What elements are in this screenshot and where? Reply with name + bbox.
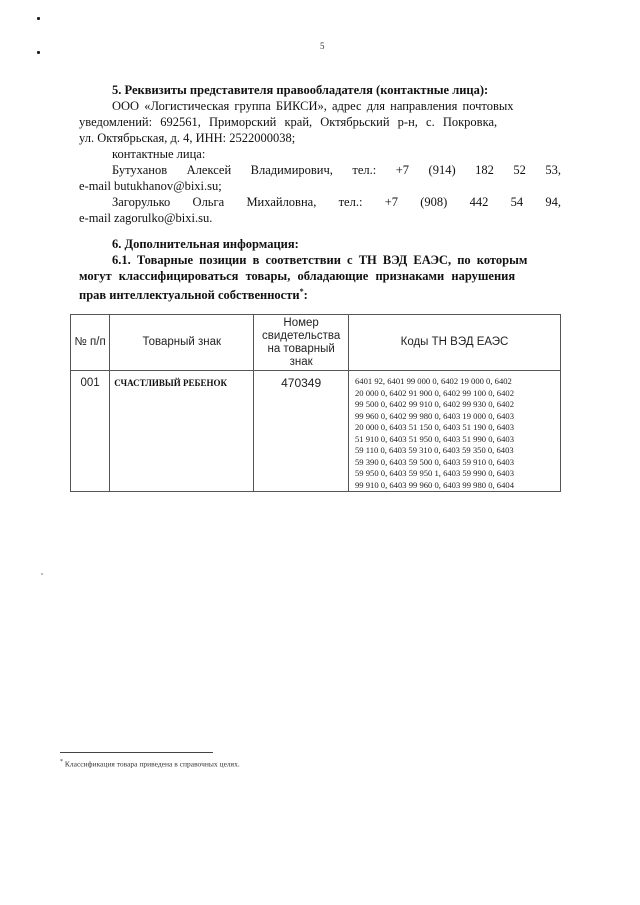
contact-1-area-code: (914) [428,163,456,177]
col-header-codes: Коды ТН ВЭД ЕАЭС [349,315,561,371]
contact-1-num-3: 53, [545,163,561,177]
codes-line: 6401 92, 6401 99 000 0, 6402 19 000 0, 6402 [355,376,512,386]
col-header-trademark: Товарный знак [110,315,254,371]
contact-2-surname: Загорулько [112,195,171,209]
codes-line: 59 950 0, 6403 59 950 1, 6403 59 990 0, 6403 [355,468,514,478]
contact-2-num-2: 54 [510,195,524,209]
col-header-num: № п/п [71,315,110,371]
contact-1-num-2: 52 [513,163,526,177]
codes-line: 20 000 0, 6402 91 900 0, 6402 99 100 0, 6402 [355,387,514,398]
contact-2-name: Ольга [192,195,225,209]
contact-2-tel-label: тел.: [338,195,363,209]
contact-1-num-1: 182 [475,163,494,177]
codes-line: 59 110 0, 6403 59 310 0, 6403 59 350 0, 6403 [355,445,514,455]
codes-line: 59 390 0, 6403 59 500 0, 6403 59 910 0, 6403 [355,456,514,467]
contact-1-surname: Бутуханов [112,163,168,177]
footnote-text: Классификация товара приведена в справочных целях. [63,759,240,769]
section-6-1-line-1: 6.1. Товарные позиции в соответствии с ТН ВЭД ЕАЭС, по которым [112,253,528,267]
contact-2-patronymic: Михайловна, [246,195,317,209]
col-header-certificate: Номер свидетельства на товарный знак [254,315,349,371]
codes-line: 99 910 0, 6403 99 960 0, 6403 99 980 0, 6404 [355,479,514,490]
footnote-marker: * [299,287,304,296]
cell-trademark [110,371,254,492]
contact-1-country-code: +7 [395,163,410,177]
contact-2-num-1: 442 [469,195,489,209]
page-number: 5 [320,41,325,51]
footnote-star: * [60,759,63,765]
contact-1-tel-label: тел.: [352,163,377,177]
cell-certificate [254,371,349,492]
table-row [71,371,561,492]
contact-1-email: e-mail butukhanov@bixi.su; [79,179,222,193]
scan-mark [37,17,40,20]
section-5-heading: 5. Реквизиты представителя правообладателя (контактные лица): [112,83,489,97]
section-6-1-line-2: могут классифицироваться товары, обладающие признаками нарушения [79,269,516,283]
codes-line: 99 960 0, 6402 99 980 0, 6403 19 000 0, 6403 [355,410,514,421]
contact-2-country-code: +7 [384,195,398,209]
footnote [60,759,240,769]
contact-1-name: Алексей [186,163,232,177]
row-num: 001 [80,377,100,389]
row-trademark: СЧАСТЛИВЫЙ РЕБЕНОК [114,378,227,388]
contact-2-line [112,194,561,210]
contact-1-patronymic: Владимирович, [250,163,333,177]
section-6-1-line-3 [79,284,308,303]
footnote-rule [60,752,213,753]
section-6-1-colon: : [303,288,308,303]
org-line-1 [112,98,561,114]
cell-num [71,371,110,492]
scan-mark [37,51,40,54]
cell-codes [349,371,561,492]
contact-2-num-3: 94, [545,195,561,209]
codes-line: 51 910 0, 6403 51 950 0, 6403 51 990 0, 6403 [355,433,514,444]
org-line-1-text: ООО «Логистическая группа БИКСИ», адрес для направления почтовых [112,99,514,113]
contact-2-area-code: (908) [420,195,448,209]
section-6-1-line-3-text: прав интеллектуальной собственности [79,288,300,303]
contact-2-email: e-mail zagorulko@bixi.su. [79,211,213,225]
codes-line: 99 500 0, 6402 99 910 0, 6402 99 930 0, 6402 [355,399,514,409]
row-certificate: 470349 [281,376,322,390]
scan-speck [41,573,43,575]
org-line-2: уведомлений: 692561, Приморский край, Октябрьский р-н, с. Покровка, [79,115,498,129]
tnved-codes-table [70,314,561,492]
codes-line: 20 000 0, 6403 51 150 0, 6403 51 190 0, 6403 [355,422,514,432]
org-line-3: ул. Октябрьская, д. 4, ИНН: 2522000038; [79,131,296,145]
contacts-label: контактные лица: [112,147,206,161]
contact-1-line [112,162,561,178]
codes-list [349,371,560,491]
section-6-heading: 6. Дополнительная информация: [112,237,299,251]
table-header-row [71,315,561,371]
